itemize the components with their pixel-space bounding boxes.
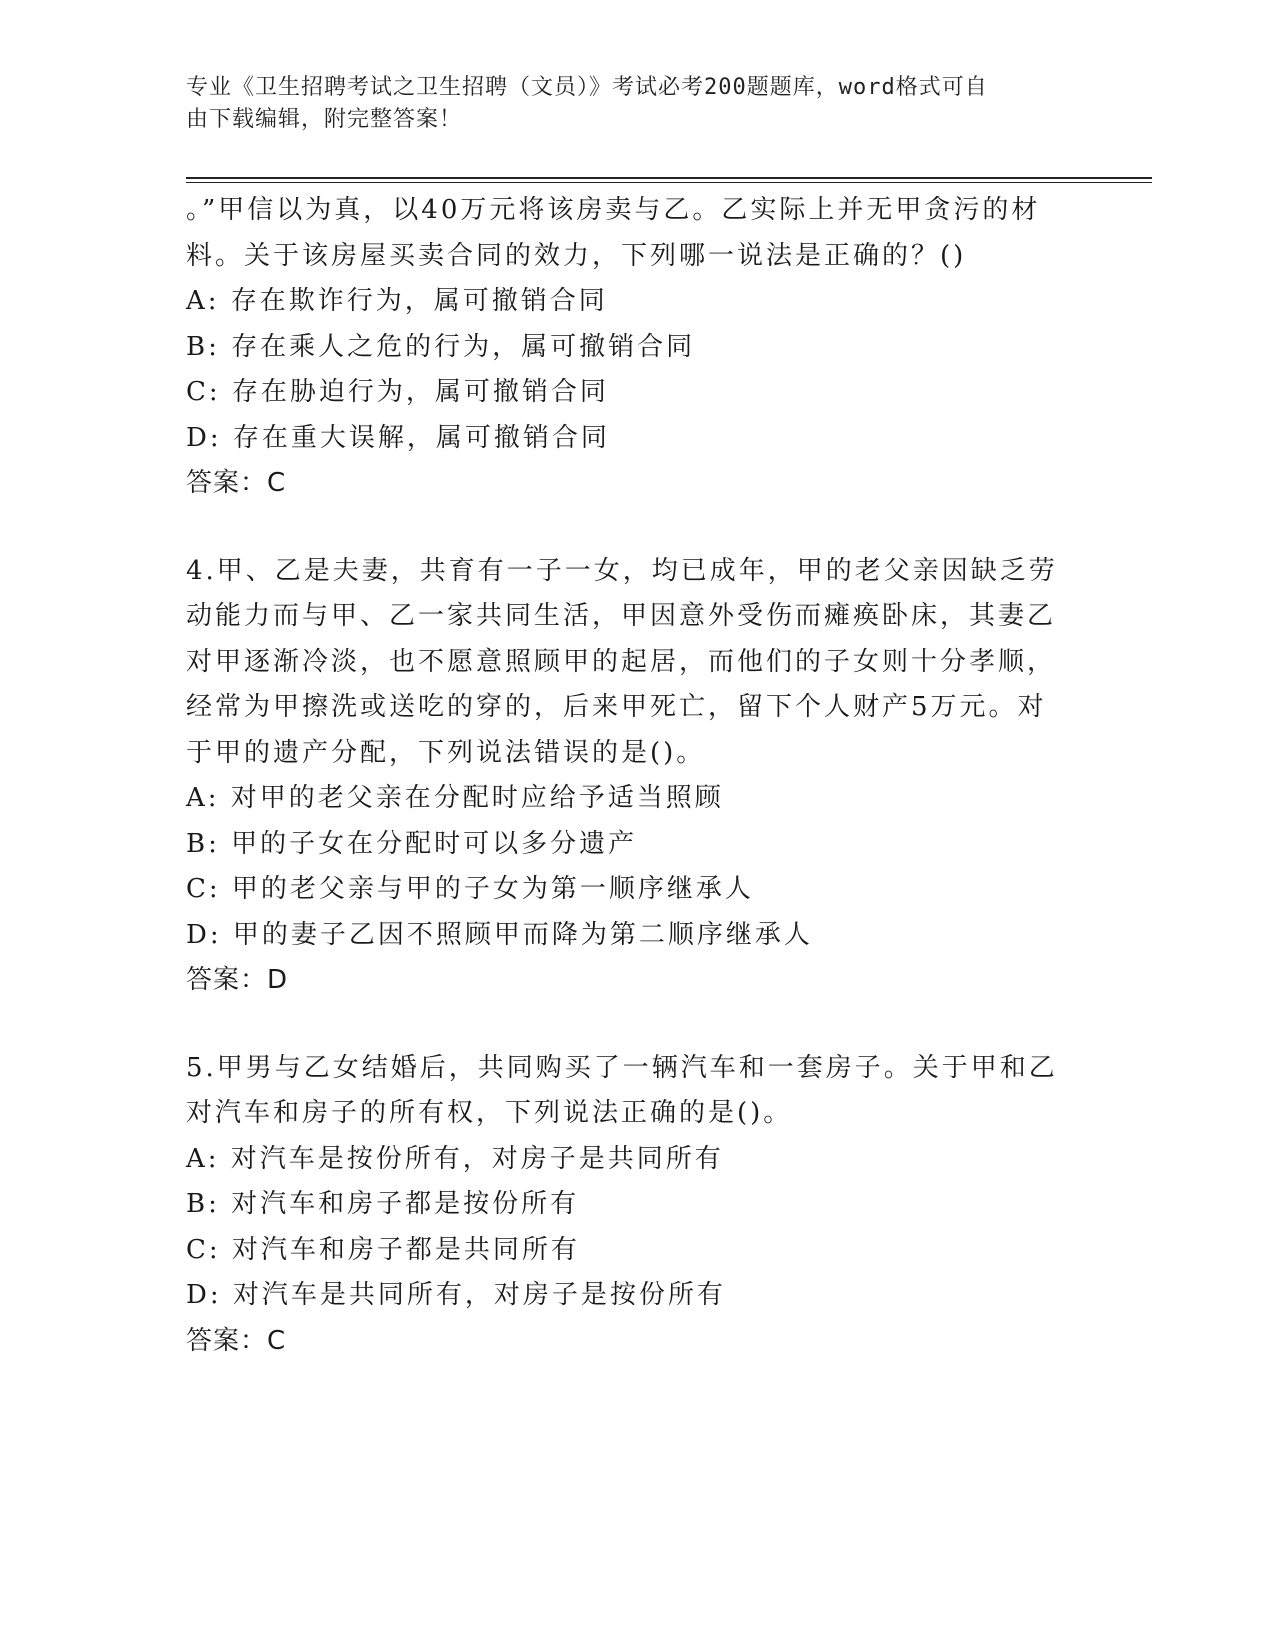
spacer: [186, 1004, 1086, 1046]
document-header: [186, 72, 1066, 136]
option-b: B: 对汽车和房子都是按份所有: [186, 1189, 580, 1219]
question-4: [186, 549, 1086, 1004]
header-divider-thin: [186, 182, 1152, 183]
option-b: B: 存在乘人之危的行为，属可撤销合同: [186, 331, 696, 362]
question-text-line: 5.甲男与乙女结婚后，共同购买了一辆汽车和一套房子。关于甲和乙: [186, 1052, 1058, 1083]
question-text-line: 经常为甲擦洗或送吃的穿的，后来甲死亡，留下个人财产5万元。对: [186, 692, 1047, 722]
option-a: A: 对甲的老父亲在分配时应给予适当照顾: [186, 783, 724, 813]
question-text-line: 4.甲、乙是夫妻，共育有一子一女，均已成年，甲的老父亲因缺乏劳: [186, 555, 1058, 586]
option-a: A: 对汽车是按份所有，对房子是共同所有: [186, 1143, 724, 1174]
question-5: [186, 1046, 1086, 1365]
option-a: A: 存在欺诈行为，属可撤销合同: [186, 286, 608, 316]
question-list: [186, 188, 1086, 1364]
question-3: [186, 188, 1086, 507]
answer-label: 答案：C: [186, 468, 287, 498]
question-text-line: 料。关于该房屋买卖合同的效力，下列哪一说法是正确的？(): [186, 240, 967, 271]
answer-label: 答案：D: [186, 965, 289, 995]
question-text-line: 对甲逐渐冷淡，也不愿意照顾甲的起居，而他们的子女则十分孝顺，: [186, 646, 1057, 677]
option-d: D: 甲的妻子乙因不照顾甲而降为第二顺序继承人: [186, 919, 813, 950]
header-title-line-2: 由下载编辑，附完整答案！: [186, 107, 463, 132]
question-text-line: 动能力而与甲、乙一家共同生活，甲因意外受伤而瘫痪卧床，其妻乙: [186, 601, 1057, 631]
question-text-line: 。”甲信以为真，以40万元将该房卖与乙。乙实际上并无甲贪污的材: [186, 195, 1041, 225]
option-c: C: 存在胁迫行为，属可撤销合同: [186, 377, 609, 407]
option-b: B: 甲的子女在分配时可以多分遗产: [186, 828, 638, 859]
header-title-line-1: 专业《卫生招聘考试之卫生招聘（文员）》考试必考200题题库，word格式可自: [186, 75, 988, 100]
question-text-line: 于甲的遗产分配，下列说法错误的是()。: [186, 737, 706, 768]
answer-label: 答案：C: [186, 1325, 287, 1356]
question-text-line: 对汽车和房子的所有权，下列说法正确的是()。: [186, 1098, 793, 1128]
header-divider-thick: [186, 177, 1152, 179]
option-c: C: 对汽车和房子都是共同所有: [186, 1234, 580, 1265]
option-c: C: 甲的老父亲与甲的子女为第一顺序继承人: [186, 874, 754, 904]
spacer: [186, 507, 1086, 549]
option-d: D: 对汽车是共同所有，对房子是按份所有: [186, 1280, 726, 1310]
option-d: D: 存在重大误解，属可撤销合同: [186, 422, 610, 453]
